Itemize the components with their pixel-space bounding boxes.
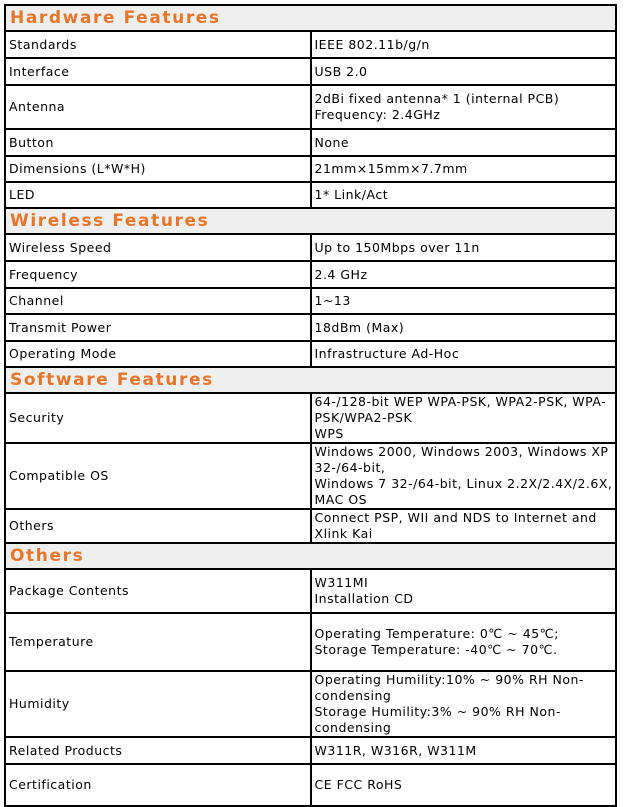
spec-table (4, 4, 617, 807)
row-value: Operating Humility:10% ~ 90% RH Non-condensing Storage Humility:3% ~ 90% RH Non-condensing (311, 671, 617, 737)
section-header-row (5, 367, 616, 393)
table-row (5, 234, 616, 261)
row-label: Humidity (5, 671, 311, 737)
row-label: Compatible OS (5, 443, 311, 509)
row-value: 64-/128-bit WEP WPA-PSK, WPA2-PSK, WPA-PSK/WPA2-PSK WPS (311, 393, 617, 443)
row-value: W311R, W316R, W311M (311, 737, 617, 764)
row-label: Others (5, 509, 311, 543)
table-row (5, 261, 616, 288)
section-title: Others (5, 543, 616, 569)
table-row (5, 58, 616, 85)
row-value: 2dBi fixed antenna* 1 (internal PCB) Frequency: 2.4GHz (311, 85, 617, 129)
table-row (5, 156, 616, 182)
row-label: Security (5, 393, 311, 443)
row-label: Package Contents (5, 569, 311, 613)
table-row (5, 737, 616, 764)
row-value: IEEE 802.11b/g/n (311, 31, 617, 58)
section-title: Hardware Features (5, 5, 616, 31)
table-row (5, 613, 616, 671)
row-label: Temperature (5, 613, 311, 671)
section-title: Software Features (5, 367, 616, 393)
row-label: Frequency (5, 261, 311, 288)
table-row (5, 182, 616, 208)
row-label: Channel (5, 288, 311, 314)
row-value: Windows 2000, Windows 2003, Windows XP 32-/64-bit, Windows 7 32-/64-bit, Linux 2.2X/2.4X/2.6X, MAC OS (311, 443, 617, 509)
row-value: None (311, 129, 617, 156)
row-label: LED (5, 182, 311, 208)
table-row (5, 671, 616, 737)
row-label: Button (5, 129, 311, 156)
row-value: 2.4 GHz (311, 261, 617, 288)
section-header-row (5, 208, 616, 234)
row-label: Standards (5, 31, 311, 58)
table-row (5, 85, 616, 129)
row-value: Up to 150Mbps over 11n (311, 234, 617, 261)
table-row (5, 393, 616, 443)
row-value: Connect PSP, WII and NDS to Internet and Xlink Kai (311, 509, 617, 543)
row-value: 1~13 (311, 288, 617, 314)
row-label: Transmit Power (5, 314, 311, 341)
table-row (5, 569, 616, 613)
table-row (5, 31, 616, 58)
table-row (5, 764, 616, 806)
row-value: Infrastructure Ad-Hoc (311, 341, 617, 367)
section-title: Wireless Features (5, 208, 616, 234)
row-label: Dimensions (L*W*H) (5, 156, 311, 182)
row-label: Wireless Speed (5, 234, 311, 261)
row-label: Certification (5, 764, 311, 806)
table-row (5, 443, 616, 509)
table-row (5, 288, 616, 314)
row-value: 1* Link/Act (311, 182, 617, 208)
row-value: Operating Temperature: 0℃ ~ 45℃; Storage Temperature: -40℃ ~ 70℃. (311, 613, 617, 671)
section-header-row (5, 543, 616, 569)
table-row (5, 341, 616, 367)
row-value: 21mm×15mm×7.7mm (311, 156, 617, 182)
row-label: Operating Mode (5, 341, 311, 367)
row-value: W311MI Installation CD (311, 569, 617, 613)
row-label: Interface (5, 58, 311, 85)
section-header-row (5, 5, 616, 31)
row-label: Related Products (5, 737, 311, 764)
row-value: CE FCC RoHS (311, 764, 617, 806)
row-label: Antenna (5, 85, 311, 129)
table-row (5, 314, 616, 341)
table-row (5, 129, 616, 156)
table-row (5, 509, 616, 543)
row-value: 18dBm (Max) (311, 314, 617, 341)
row-value: USB 2.0 (311, 58, 617, 85)
